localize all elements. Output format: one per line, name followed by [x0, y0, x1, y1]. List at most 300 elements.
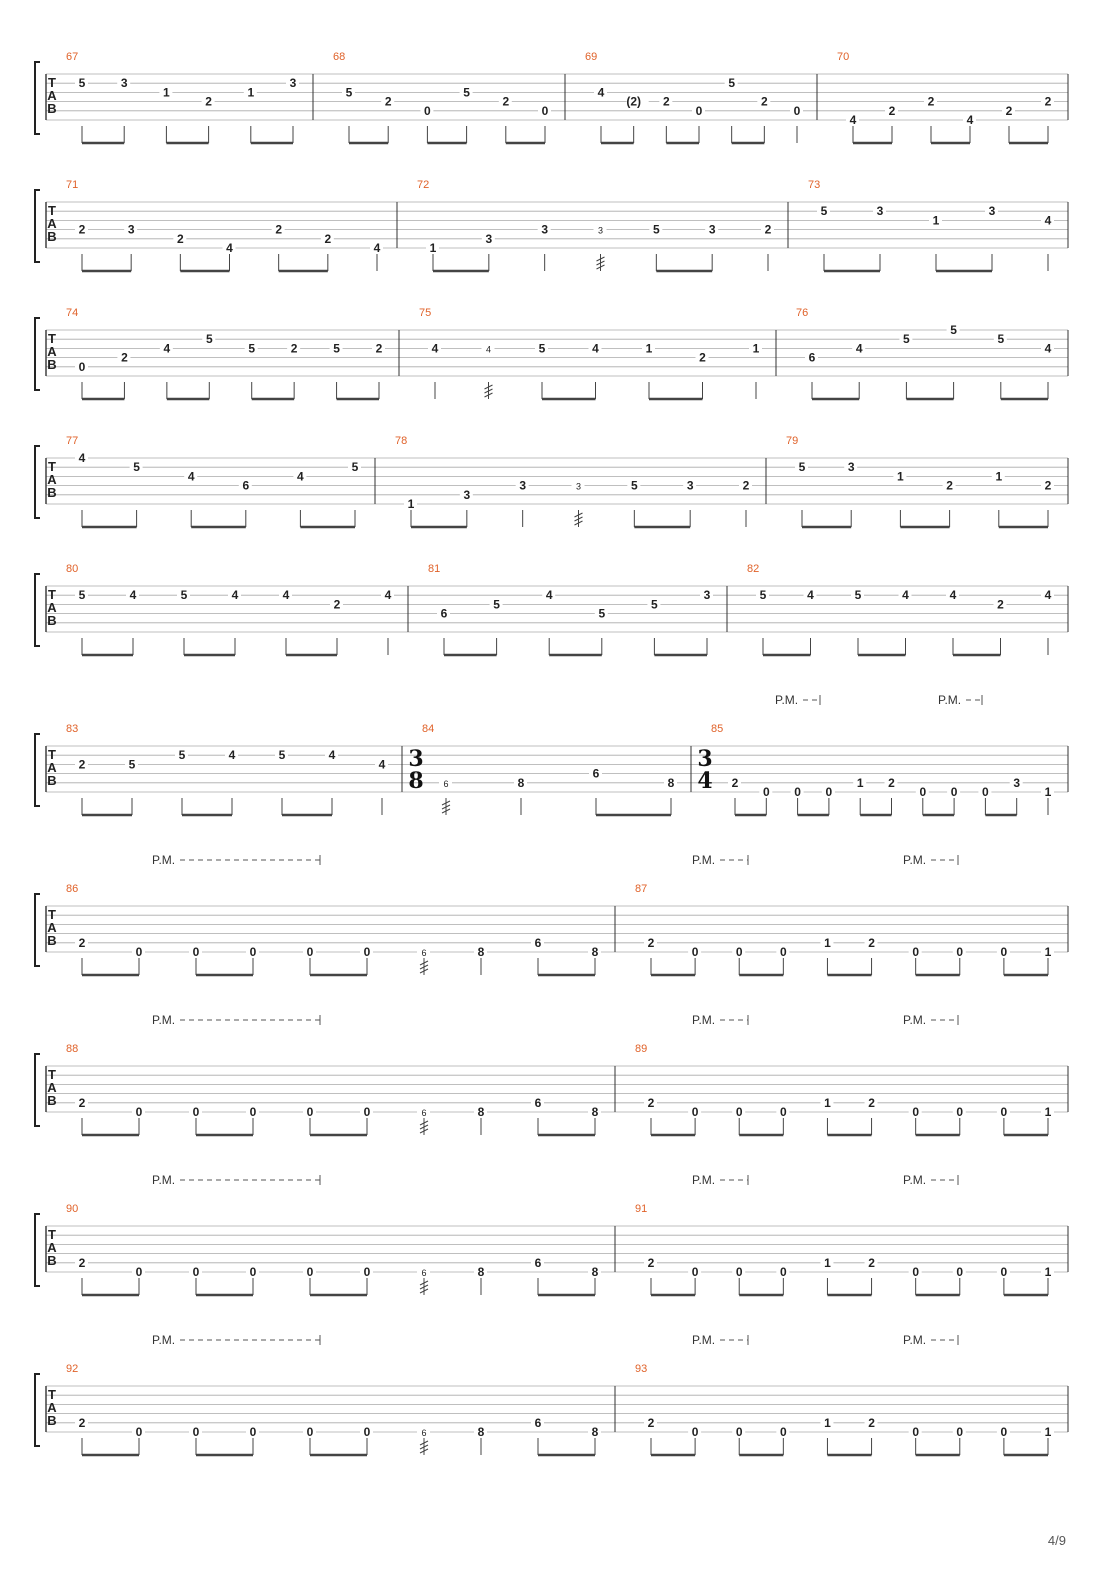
- fret-number: 2: [121, 350, 128, 365]
- fret-number: 6: [440, 606, 448, 621]
- fret-number: 5: [798, 460, 806, 475]
- fret-number: 3: [988, 204, 996, 219]
- fret-number: 2: [78, 1415, 86, 1430]
- tab-system: [35, 307, 1068, 399]
- fret-number: 3: [519, 478, 527, 493]
- system-bracket: [35, 894, 40, 966]
- fret-number: 0: [691, 1105, 699, 1119]
- fret-number: 8: [477, 1265, 485, 1279]
- fret-number: 5: [854, 588, 862, 603]
- tab-system: [35, 1333, 1068, 1455]
- fret-number: 6: [534, 935, 542, 950]
- palm-mute-label: P.M.: [692, 853, 716, 867]
- grace-fret-number: 6: [421, 1108, 427, 1118]
- measure-number: 67: [66, 51, 79, 63]
- fret-number: 2: [888, 103, 896, 118]
- fret-number: 1: [407, 497, 415, 511]
- fret-number: 1: [752, 341, 760, 356]
- fret-number: 4: [78, 451, 86, 465]
- fret-number: 2: [1044, 94, 1052, 109]
- fret-number: 8: [517, 775, 525, 790]
- fret-number: 0: [249, 1265, 257, 1279]
- fret-number: 3: [463, 487, 471, 502]
- system-bracket: [35, 190, 40, 262]
- time-signature-top: 3: [408, 746, 424, 772]
- fret-number: 4: [228, 748, 236, 763]
- fret-number: 0: [135, 1105, 143, 1119]
- tab-clef-letter: B: [47, 1253, 57, 1268]
- time-signature-bottom: 8: [408, 768, 424, 794]
- measure-number: 68: [333, 51, 346, 63]
- fret-number: 2: [502, 94, 510, 109]
- palm-mute-label: P.M.: [903, 853, 927, 867]
- tab-clef-letter: T: [48, 1227, 56, 1242]
- fret-number: 5: [538, 341, 546, 356]
- fret-number: 0: [735, 945, 743, 959]
- tab-clef-letter: T: [48, 747, 56, 762]
- tab-system: [35, 1013, 1068, 1135]
- measure: [66, 883, 601, 975]
- measure: [66, 723, 388, 815]
- fret-number: 0: [691, 1425, 699, 1439]
- fret-number: 5: [205, 332, 213, 347]
- fret-number: 8: [477, 1105, 485, 1119]
- fret-number: 2: [205, 94, 212, 109]
- fret-number: 2: [760, 94, 768, 109]
- tab-clef-letter: B: [47, 229, 57, 244]
- tab-clef-letter: A: [47, 760, 57, 775]
- palm-mute-label: P.M.: [152, 853, 176, 867]
- fret-number: 0: [1000, 1105, 1008, 1119]
- fret-number: 1: [1044, 1265, 1052, 1279]
- fret-number: 4: [328, 748, 336, 763]
- measure: [808, 179, 1054, 271]
- tab-clef-letter: T: [48, 1067, 56, 1082]
- page-number: 4/9: [1047, 1533, 1066, 1548]
- fret-number: 1: [429, 241, 437, 255]
- tab-system: [35, 1173, 1068, 1295]
- fret-number: 2: [764, 222, 772, 237]
- fret-number: 1: [824, 1255, 831, 1270]
- fret-number: 3: [485, 231, 493, 246]
- fret-number: 5: [950, 323, 957, 337]
- fret-number: 0: [78, 359, 86, 374]
- fret-number: 4: [855, 341, 863, 356]
- fret-number: 0: [135, 945, 143, 959]
- fret-number: 2: [647, 1415, 655, 1430]
- measure: [66, 1363, 601, 1455]
- fret-number: 1: [824, 935, 831, 950]
- tab-clef-letter: B: [47, 1413, 57, 1428]
- system-bracket: [35, 574, 40, 646]
- measure: [837, 51, 1054, 143]
- measure: [395, 435, 752, 527]
- fret-number: 2: [176, 231, 184, 246]
- tab-clef-letter: A: [47, 344, 57, 359]
- fret-number: 3: [703, 588, 711, 603]
- fret-number: 0: [793, 103, 801, 118]
- fret-number: 5: [180, 588, 188, 603]
- fret-number: 8: [591, 945, 599, 959]
- fret-number: 4: [902, 588, 909, 603]
- fret-number: 0: [1000, 1265, 1008, 1279]
- fret-number: 0: [691, 945, 699, 959]
- fret-number: 5: [598, 606, 606, 621]
- fret-number: 3: [708, 222, 716, 237]
- tab-system: [35, 853, 1068, 975]
- fret-number: 8: [667, 775, 675, 790]
- fret-number: 4: [545, 588, 553, 603]
- measure: [419, 307, 762, 399]
- fret-number: 5: [351, 460, 359, 475]
- fret-number: 2: [647, 1255, 655, 1270]
- tab-clef-letter: A: [47, 1400, 57, 1415]
- tab-clef-letter: A: [47, 1240, 57, 1255]
- measure: [417, 179, 774, 271]
- tab-clef-letter: B: [47, 357, 57, 372]
- system-bracket: [35, 1374, 40, 1446]
- fret-number: 0: [735, 1265, 743, 1279]
- grace-fret-number: 3: [597, 225, 604, 236]
- measure-number: 88: [66, 1043, 79, 1055]
- palm-mute-label: P.M.: [903, 1013, 927, 1027]
- fret-number: 0: [735, 1425, 743, 1439]
- fret-number: 0: [912, 1265, 920, 1279]
- fret-number: 0: [735, 1105, 743, 1119]
- measure: [697, 723, 1054, 815]
- measure-number: 77: [66, 435, 79, 447]
- fret-number: 2: [275, 222, 283, 237]
- fret-number: 2: [946, 478, 953, 493]
- fret-number: 0: [794, 785, 801, 799]
- fret-number: 0: [779, 1105, 787, 1119]
- fret-number: 0: [192, 1265, 200, 1279]
- measure-number: 87: [635, 883, 648, 895]
- fret-number: 3: [120, 76, 128, 91]
- fret-number: 2: [78, 757, 86, 772]
- fret-number: 0: [306, 945, 314, 959]
- fret-number: 0: [363, 1105, 371, 1119]
- grace-fret-number: 6: [421, 948, 427, 958]
- fret-number: 1: [995, 469, 1003, 484]
- fret-number: 5: [463, 85, 470, 100]
- tab-clef-letter: T: [48, 587, 56, 602]
- measure: [333, 51, 551, 143]
- fret-number: 0: [192, 1425, 200, 1439]
- fret-number: 5: [493, 597, 500, 612]
- fret-number: 0: [919, 785, 927, 799]
- fret-number: 0: [956, 1105, 964, 1119]
- fret-number: 5: [133, 460, 140, 475]
- measure: [428, 563, 713, 655]
- fret-number: 5: [345, 85, 353, 100]
- fret-number: 1: [856, 775, 864, 790]
- tab-clef-letter: B: [47, 1093, 57, 1108]
- fret-number: 0: [779, 1265, 787, 1279]
- fret-number: 8: [477, 1425, 485, 1439]
- fret-number: 1: [824, 1415, 831, 1430]
- fret-number: 0: [695, 103, 703, 118]
- grace-fret-number: 6: [421, 1268, 427, 1278]
- fret-number: 2: [333, 597, 341, 612]
- fret-number: 0: [1000, 945, 1008, 959]
- fret-number: 0: [249, 1425, 257, 1439]
- fret-number: 5: [728, 76, 736, 91]
- fret-number: 6: [534, 1095, 542, 1110]
- tab-clef-letter: B: [47, 933, 57, 948]
- fret-number: 0: [982, 785, 989, 799]
- measure-number: 82: [747, 563, 760, 575]
- system-bracket: [35, 1054, 40, 1126]
- system-bracket: [35, 1214, 40, 1286]
- tab-clef-letter: A: [47, 920, 57, 935]
- fret-number: 2: [290, 341, 298, 356]
- fret-number: 0: [956, 945, 964, 959]
- measure-number: 72: [417, 179, 430, 191]
- fret-number: 0: [306, 1425, 314, 1439]
- palm-mute-label: P.M.: [152, 1333, 176, 1347]
- fret-number: 4: [431, 341, 439, 356]
- fret-number: 5: [333, 341, 340, 356]
- fret-number: 0: [912, 1425, 920, 1439]
- fret-number: 2: [868, 1415, 875, 1430]
- fret-number: 2: [1044, 478, 1052, 493]
- measure-number: 80: [66, 563, 79, 575]
- fret-number: 0: [691, 1265, 699, 1279]
- fret-number: 6: [534, 1415, 542, 1430]
- fret-number: 1: [932, 213, 940, 228]
- measure: [796, 307, 1054, 399]
- fret-number: 4: [592, 341, 599, 356]
- measure-number: 79: [786, 435, 799, 447]
- system-bracket: [35, 318, 40, 390]
- fret-number: 2: [927, 94, 935, 109]
- grace-fret-number: 4: [485, 344, 492, 355]
- fret-number: 0: [306, 1105, 314, 1119]
- measure: [66, 435, 361, 527]
- fret-number: 2: [868, 935, 875, 950]
- measure: [747, 563, 1054, 655]
- measure-number: 92: [66, 1363, 79, 1375]
- fret-number: 5: [128, 757, 136, 772]
- fret-number: 2: [375, 341, 383, 356]
- palm-mute-label: P.M.: [903, 1333, 927, 1347]
- fret-number: 2: [324, 231, 332, 246]
- fret-number: 5: [630, 478, 638, 493]
- tab-system: [35, 693, 1068, 815]
- fret-number: 2: [78, 222, 86, 237]
- fret-number: 4: [282, 588, 290, 603]
- measure: [635, 1043, 1054, 1135]
- fret-number: 0: [956, 1265, 964, 1279]
- fret-number: 2: [731, 775, 739, 790]
- grace-fret-number: 6: [421, 1428, 427, 1438]
- fret-number: (2): [626, 94, 642, 109]
- fret-number: 0: [424, 103, 431, 118]
- fret-number: 4: [1044, 213, 1052, 228]
- fret-number: 5: [759, 588, 767, 603]
- measure-number: 70: [837, 51, 850, 63]
- measure-number: 90: [66, 1203, 79, 1215]
- fret-number: 8: [591, 1105, 599, 1119]
- fret-number: 3: [847, 460, 855, 475]
- system-bracket: [35, 734, 40, 806]
- measure: [786, 435, 1054, 527]
- fret-number: 1: [824, 1095, 831, 1110]
- fret-number: 2: [384, 94, 392, 109]
- tab-clef-letter: T: [48, 907, 56, 922]
- palm-mute-label: P.M.: [692, 1013, 716, 1027]
- measure-number: 69: [585, 51, 598, 63]
- fret-number: 4: [807, 588, 814, 603]
- tab-clef-letter: T: [48, 75, 56, 90]
- grace-fret-number: 6: [443, 778, 449, 789]
- measure-number: 74: [66, 307, 79, 319]
- fret-number: 2: [662, 94, 670, 109]
- fret-number: 1: [163, 85, 170, 100]
- tab-clef-letter: B: [47, 485, 57, 500]
- fret-number: 2: [888, 775, 895, 790]
- tab-system: [35, 563, 1068, 655]
- fret-number: 4: [949, 588, 957, 603]
- palm-mute-label: P.M.: [152, 1013, 176, 1027]
- fret-number: 2: [78, 1095, 86, 1110]
- fret-number: 0: [135, 1265, 143, 1279]
- fret-number: 8: [591, 1425, 599, 1439]
- fret-number: 0: [912, 1105, 920, 1119]
- tab-clef-letter: T: [48, 1387, 56, 1402]
- fret-number: 5: [651, 597, 658, 612]
- fret-number: 2: [997, 597, 1004, 612]
- fret-number: 1: [1044, 945, 1052, 959]
- measure: [635, 1363, 1054, 1455]
- fret-number: 5: [248, 341, 256, 356]
- time-signature-top: 3: [697, 746, 713, 772]
- fret-number: 3: [127, 222, 135, 237]
- palm-mute-label: P.M.: [692, 1173, 716, 1187]
- measure-number: 71: [66, 179, 79, 191]
- fret-number: 4: [849, 113, 857, 127]
- fret-number: 2: [78, 1255, 86, 1270]
- tab-clef-letter: B: [47, 613, 57, 628]
- fret-number: 4: [1044, 341, 1052, 356]
- fret-number: 0: [363, 1265, 371, 1279]
- tab-clef-letter: T: [48, 459, 56, 474]
- measure-number: 83: [66, 723, 79, 735]
- fret-number: 0: [1000, 1425, 1008, 1439]
- fret-number: 4: [163, 341, 171, 356]
- measure-number: 89: [635, 1043, 648, 1055]
- fret-number: 0: [825, 785, 833, 799]
- measure-number: 76: [796, 307, 809, 319]
- measure: [66, 179, 383, 271]
- fret-number: 0: [249, 945, 257, 959]
- measure: [635, 1203, 1054, 1295]
- fret-number: 4: [187, 469, 195, 484]
- system-bracket: [35, 62, 40, 134]
- fret-number: 0: [779, 1425, 787, 1439]
- fret-number: 2: [699, 350, 706, 365]
- tab-clef-letter: A: [47, 600, 57, 615]
- fret-number: 0: [762, 785, 770, 799]
- fret-number: 4: [597, 85, 605, 100]
- measure-number: 84: [422, 723, 435, 735]
- fret-number: 6: [808, 350, 816, 365]
- measure-number: 78: [395, 435, 408, 447]
- tab-system: [35, 179, 1068, 271]
- measure-number: 85: [711, 723, 724, 735]
- fret-number: 0: [306, 1265, 314, 1279]
- fret-number: 0: [956, 1425, 964, 1439]
- fret-number: 8: [591, 1265, 599, 1279]
- fret-number: 5: [652, 222, 660, 237]
- measure-number: 81: [428, 563, 441, 575]
- fret-number: 1: [247, 85, 255, 100]
- tab-clef-letter: T: [48, 203, 56, 218]
- fret-number: 1: [1044, 1425, 1052, 1439]
- fret-number: 4: [378, 757, 386, 772]
- fret-number: 0: [779, 945, 787, 959]
- fret-number: 2: [78, 935, 86, 950]
- fret-number: 8: [477, 945, 485, 959]
- grace-fret-number: 3: [575, 481, 582, 492]
- fret-number: 0: [249, 1105, 257, 1119]
- fret-number: 1: [645, 341, 653, 356]
- fret-number: 4: [373, 241, 381, 255]
- fret-number: 4: [226, 241, 233, 255]
- fret-number: 0: [912, 945, 920, 959]
- measure-number: 73: [808, 179, 821, 191]
- measure-number: 75: [419, 307, 432, 319]
- fret-number: 0: [950, 785, 958, 799]
- fret-number: 5: [278, 748, 286, 763]
- fret-number: 5: [78, 588, 86, 603]
- fret-number: 5: [78, 76, 86, 91]
- tab-system: [35, 435, 1068, 527]
- fret-number: 0: [192, 945, 200, 959]
- fret-number: 5: [820, 204, 828, 219]
- fret-number: 1: [1044, 785, 1052, 799]
- system-bracket: [35, 446, 40, 518]
- palm-mute-label: P.M.: [938, 693, 962, 707]
- fret-number: 0: [541, 103, 549, 118]
- palm-mute-label: P.M.: [152, 1173, 176, 1187]
- time-signature-bottom: 4: [697, 768, 713, 794]
- fret-number: 3: [541, 222, 549, 237]
- measure: [66, 307, 385, 399]
- measure: [635, 883, 1054, 975]
- fret-number: 2: [868, 1095, 875, 1110]
- fret-number: 3: [686, 478, 694, 493]
- fret-number: 3: [876, 204, 884, 219]
- fret-number: 2: [742, 478, 750, 493]
- measure: [66, 51, 299, 143]
- fret-number: 2: [647, 1095, 655, 1110]
- fret-number: 1: [1044, 1105, 1052, 1119]
- fret-number: 1: [897, 469, 904, 484]
- fret-number: 2: [1005, 103, 1013, 118]
- fret-number: 6: [534, 1255, 542, 1270]
- palm-mute-label: P.M.: [775, 693, 799, 707]
- tab-clef-letter: A: [47, 472, 57, 487]
- tab-clef-letter: B: [47, 101, 57, 116]
- tab-clef-letter: A: [47, 1080, 57, 1095]
- fret-number: 0: [192, 1105, 200, 1119]
- fret-number: 4: [384, 588, 392, 603]
- measure-number: 86: [66, 883, 79, 895]
- measure: [66, 1043, 601, 1135]
- fret-number: 4: [966, 113, 974, 127]
